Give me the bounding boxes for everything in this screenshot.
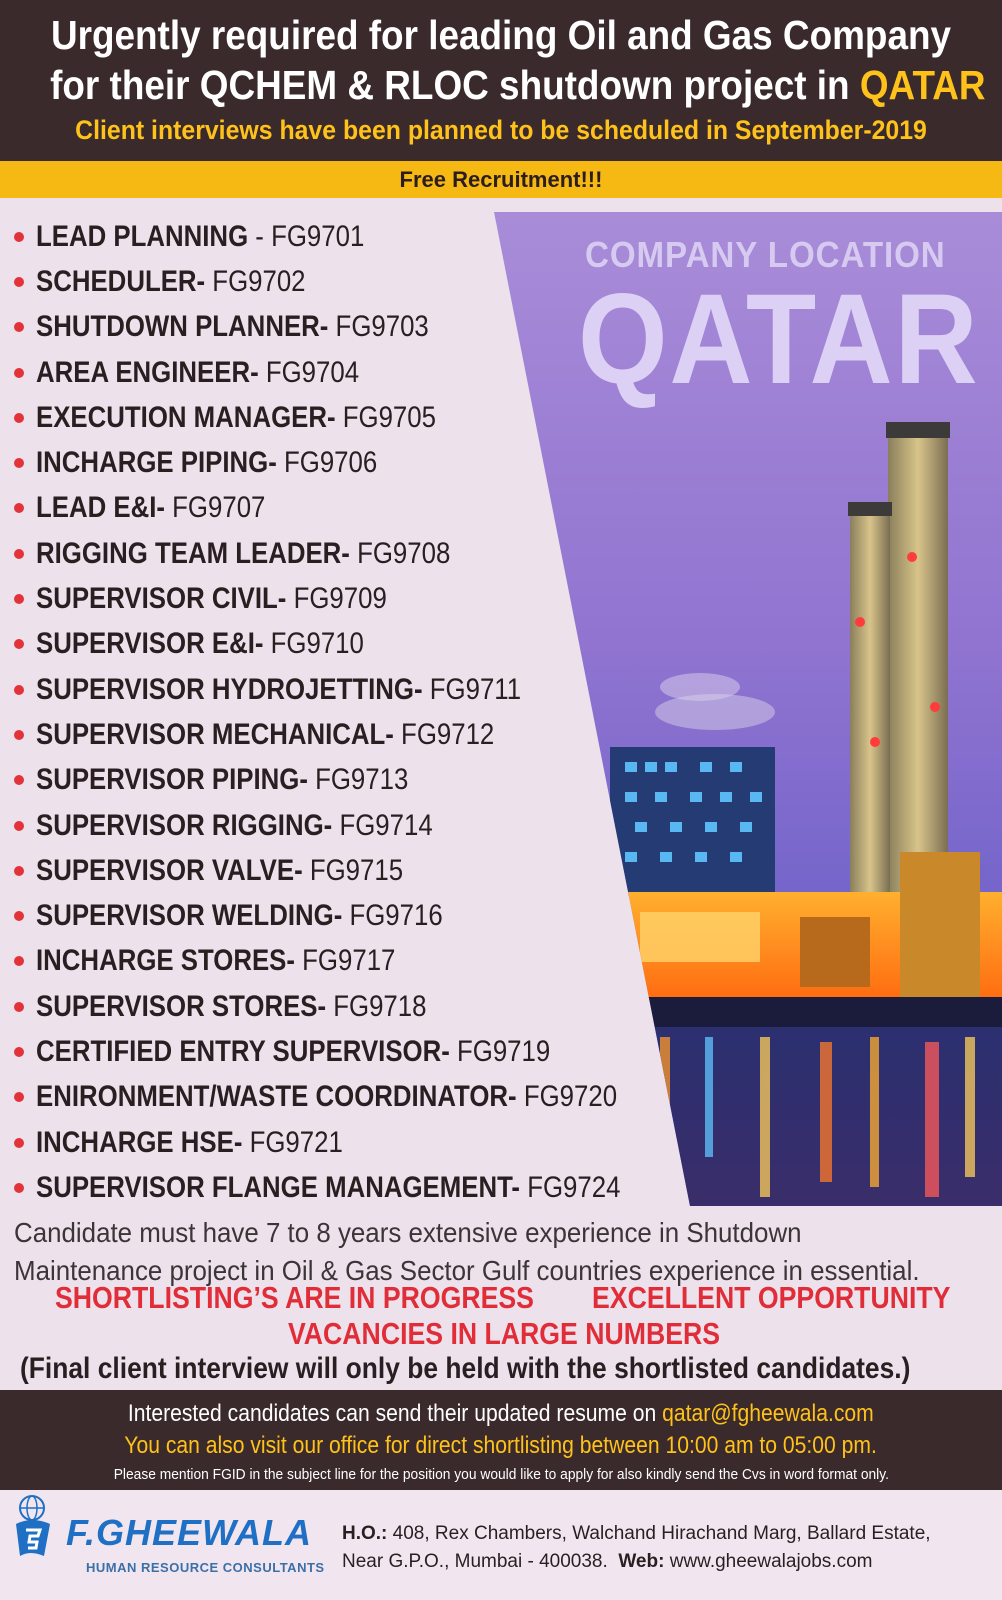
job-item xyxy=(14,1075,716,1120)
bullet-icon xyxy=(14,821,24,831)
apply-text: Interested candidates can send their updated resume on xyxy=(128,1400,663,1427)
bullet-icon xyxy=(14,232,24,242)
bullet-icon xyxy=(14,549,24,559)
job-title: SUPERVISOR WELDING- xyxy=(36,899,343,933)
job-item xyxy=(14,486,716,531)
company-location-country: QATAR xyxy=(578,268,980,411)
job-text xyxy=(36,854,403,888)
job-item xyxy=(14,758,716,803)
job-text xyxy=(36,265,306,299)
free-recruitment-banner: Free Recruitment!!! xyxy=(0,161,1002,198)
final-interview-note: (Final client interview will only be held with the shortlisted candidates.) xyxy=(20,1352,911,1385)
bullet-icon xyxy=(14,685,24,695)
job-item xyxy=(14,939,716,984)
job-code: FG9702 xyxy=(205,264,306,298)
job-title: SUPERVISOR RIGGING- xyxy=(36,808,333,842)
job-title: SUPERVISOR HYDROJETTING- xyxy=(36,672,423,706)
web-label: Web: xyxy=(618,1551,665,1572)
job-item xyxy=(14,803,716,848)
email-link[interactable]: qatar@fgheewala.com xyxy=(662,1400,874,1427)
contact-footer xyxy=(0,1390,1002,1490)
company-logo-name: F.GHEEWALA xyxy=(66,1512,313,1553)
job-code: FG9709 xyxy=(286,582,387,616)
requirements-line: Maintenance project in Oil & Gas Sector Gulf countries experience in essential. xyxy=(14,1255,920,1286)
job-code: FG9720 xyxy=(516,1080,618,1114)
job-item xyxy=(14,1120,716,1165)
job-code: FG9724 xyxy=(520,1170,621,1204)
bullet-icon xyxy=(14,594,24,604)
job-item xyxy=(14,531,716,576)
job-text xyxy=(36,491,265,525)
job-item xyxy=(14,259,716,304)
apply-line xyxy=(0,1400,1002,1428)
job-text xyxy=(36,220,364,254)
job-item xyxy=(14,395,716,440)
job-item xyxy=(14,667,716,712)
job-code: FG9712 xyxy=(393,717,495,751)
bullet-icon xyxy=(14,322,24,332)
company-location-label: COMPANY LOCATION xyxy=(585,234,946,275)
job-title: EXECUTION MANAGER- xyxy=(36,400,336,434)
job-item xyxy=(14,1029,716,1074)
interview-schedule: Client interviews have been planned to be scheduled in September-2019 xyxy=(75,115,927,145)
job-title: SHUTDOWN PLANNER- xyxy=(36,310,329,344)
globe-logo-icon xyxy=(10,1494,56,1558)
job-title: SUPERVISOR FLANGE MANAGEMENT- xyxy=(36,1170,521,1204)
bullet-icon xyxy=(14,911,24,921)
job-text xyxy=(36,944,395,978)
job-title: SUPERVISOR STORES- xyxy=(36,989,327,1023)
bullet-icon xyxy=(14,413,24,423)
job-code: FG9711 xyxy=(422,672,522,706)
job-item xyxy=(14,893,716,938)
bullet-icon xyxy=(14,458,24,468)
job-text xyxy=(36,809,433,843)
company-logo-subtitle: HUMAN RESOURCE CONSULTANTS xyxy=(86,1560,325,1575)
job-code: - FG9701 xyxy=(248,219,365,253)
ho-address-line2: Near G.P.O., Mumbai - 400038. xyxy=(342,1551,608,1572)
job-title: ENIRONMENT/WASTE COORDINATOR- xyxy=(36,1080,517,1114)
job-title: SUPERVISOR CIVIL- xyxy=(36,582,287,616)
website-link[interactable]: www.gheewalajobs.com xyxy=(664,1551,873,1572)
requirements-line: Candidate must have 7 to 8 years extensive experience in Shutdown xyxy=(14,1217,802,1248)
bullet-icon xyxy=(14,1002,24,1012)
headline: Urgently required for leading Oil and Gas Company xyxy=(50,12,952,58)
bullet-icon xyxy=(14,1183,24,1193)
bullet-icon xyxy=(14,1047,24,1057)
job-item xyxy=(14,712,716,757)
fgid-note-text: Please mention FGID in the subject line for the position you would like to apply for also kindly send the Cvs in word format only. xyxy=(113,1466,889,1483)
job-text xyxy=(36,1171,620,1205)
job-title: SUPERVISOR VALVE- xyxy=(36,853,303,887)
ho-label: H.O.: xyxy=(342,1523,388,1544)
job-code: FG9713 xyxy=(307,763,409,797)
job-code: FG9718 xyxy=(326,989,427,1023)
job-text xyxy=(36,537,450,571)
bullet-icon xyxy=(14,1092,24,1102)
job-title: INCHARGE HSE- xyxy=(36,1125,243,1159)
job-text xyxy=(36,310,429,344)
visit-text: You can also visit our office for direct shortlisting between 10:00 am to 05:00 pm. xyxy=(124,1432,878,1459)
bullet-icon xyxy=(14,639,24,649)
vacancies-notice: VACANCIES IN LARGE NUMBERS xyxy=(288,1316,721,1351)
job-item xyxy=(14,1165,716,1210)
job-text xyxy=(36,899,443,933)
job-title: CERTIFIED ENTRY SUPERVISOR- xyxy=(36,1034,450,1068)
job-code: FG9714 xyxy=(332,808,433,842)
job-code: FG9706 xyxy=(276,446,378,480)
job-title: SCHEDULER- xyxy=(36,264,206,298)
job-text xyxy=(36,401,436,435)
job-code: FG9715 xyxy=(302,853,404,887)
job-item xyxy=(14,350,716,395)
job-title: SUPERVISOR MECHANICAL- xyxy=(36,717,394,751)
job-item xyxy=(14,305,716,350)
job-text xyxy=(36,990,426,1024)
job-code: FG9719 xyxy=(449,1034,551,1068)
job-item xyxy=(14,984,716,1029)
bullet-icon xyxy=(14,775,24,785)
office-address xyxy=(342,1520,931,1576)
shortlisting-notice: SHORTLISTING’S ARE IN PROGRESS xyxy=(55,1280,534,1315)
visit-line xyxy=(0,1432,1002,1460)
headline-location xyxy=(50,60,986,110)
job-text xyxy=(36,627,364,661)
job-text xyxy=(36,718,494,752)
opportunity-notice: EXCELLENT OPPORTUNITY xyxy=(592,1280,951,1315)
job-text xyxy=(36,763,408,797)
header xyxy=(0,0,1002,170)
job-title: INCHARGE PIPING- xyxy=(36,446,277,480)
job-title: SUPERVISOR E&I- xyxy=(36,627,264,661)
job-item xyxy=(14,576,716,621)
bullet-icon xyxy=(14,956,24,966)
job-text xyxy=(36,673,521,707)
job-text xyxy=(36,582,387,616)
bullet-icon xyxy=(14,368,24,378)
bullet-icon xyxy=(14,866,24,876)
requirements-text xyxy=(14,1214,989,1290)
job-title: INCHARGE STORES- xyxy=(36,944,295,978)
job-text xyxy=(36,1080,617,1114)
job-code: FG9704 xyxy=(258,355,360,389)
job-code: FG9717 xyxy=(294,944,396,978)
job-code: FG9705 xyxy=(335,400,436,434)
job-list xyxy=(14,214,716,1211)
job-code: FG9707 xyxy=(165,491,266,525)
job-title: LEAD E&I- xyxy=(36,491,165,525)
job-text xyxy=(36,1035,550,1069)
job-item xyxy=(14,622,716,667)
fgid-note xyxy=(0,1466,1002,1483)
bullet-icon xyxy=(14,1138,24,1148)
job-title: SUPERVISOR PIPING- xyxy=(36,763,308,797)
bullet-icon xyxy=(14,503,24,513)
ho-address-line1: 408, Rex Chambers, Walchand Hirachand Marg, Ballard Estate, xyxy=(387,1523,931,1544)
job-code: FG9710 xyxy=(263,627,364,661)
job-item xyxy=(14,214,716,259)
bullet-icon xyxy=(14,277,24,287)
job-item xyxy=(14,848,716,893)
headline-country: QATAR xyxy=(859,62,986,108)
job-code: FG9708 xyxy=(349,536,451,570)
job-title: AREA ENGINEER- xyxy=(36,355,259,389)
job-title: LEAD PLANNING xyxy=(36,219,249,253)
job-text xyxy=(36,446,377,480)
bullet-icon xyxy=(14,730,24,740)
job-title: RIGGING TEAM LEADER- xyxy=(36,536,350,570)
job-code: FG9703 xyxy=(328,310,429,344)
job-code: FG9721 xyxy=(242,1125,343,1159)
job-text xyxy=(36,356,359,390)
job-item xyxy=(14,440,716,485)
headline-project: for their QCHEM & RLOC shutdown project in xyxy=(50,62,850,108)
job-code: FG9716 xyxy=(342,899,443,933)
job-text xyxy=(36,1126,343,1160)
